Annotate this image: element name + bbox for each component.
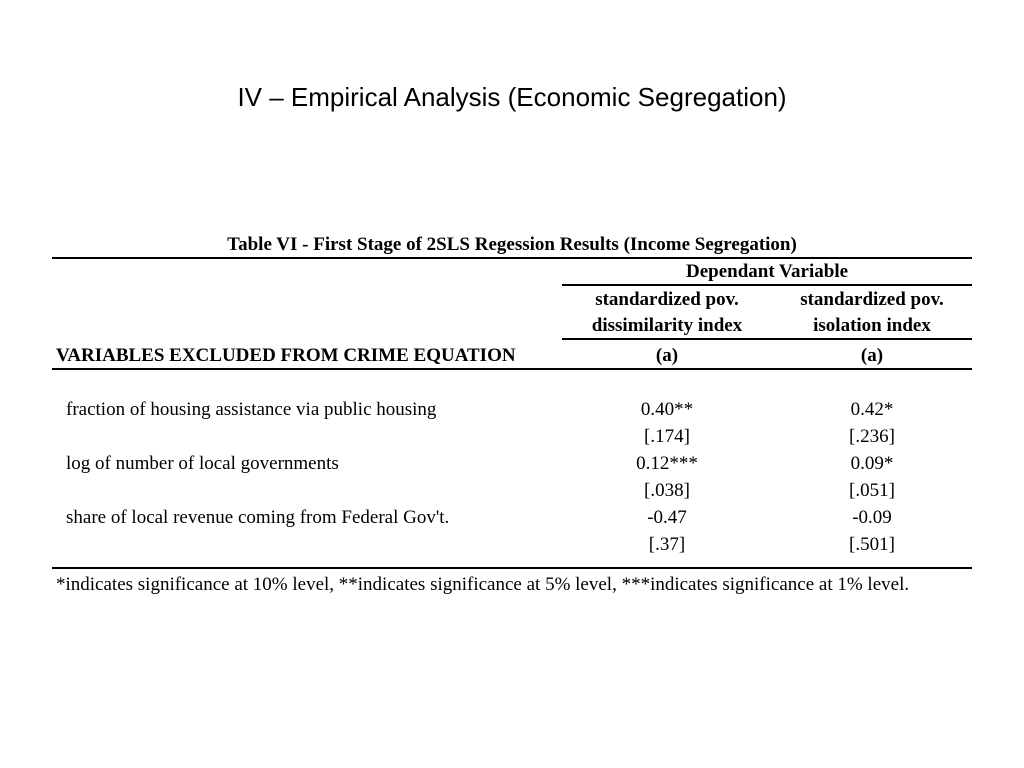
table-title: Table VI - First Stage of 2SLS Regession Results (Income Segregation) — [227, 234, 797, 255]
row-header: VARIABLES EXCLUDED FROM CRIME EQUATION — [56, 345, 516, 366]
table-row-label: share of local revenue coming from Federal Gov't. — [66, 507, 450, 528]
column-a-header-line2: dissimilarity index — [591, 315, 743, 336]
column-b-header-line2: isolation index — [813, 315, 931, 336]
table-bottom-rule — [52, 567, 972, 569]
table-cell-se: [.051] — [849, 480, 895, 501]
table-row-label: fraction of housing assistance via public housing — [66, 399, 437, 420]
table-cell-se: [.37] — [648, 534, 686, 555]
table-cell-se: [.236] — [849, 426, 895, 447]
table-cell-coef: -0.09 — [852, 507, 892, 528]
table-cell-se: [.038] — [644, 480, 690, 501]
table-cell-coef: 0.12*** — [636, 453, 698, 474]
column-b-header-line1: standardized pov. — [800, 289, 944, 310]
column-b-tag: (a) — [860, 345, 884, 366]
table-cell-coef: 0.40** — [640, 399, 694, 420]
group-header: Dependant Variable — [685, 261, 849, 282]
table-row-label: log of number of local governments — [66, 453, 339, 474]
table-cell-coef: 0.42* — [850, 399, 894, 420]
table-cell-se: [.174] — [644, 426, 690, 447]
column-a-tag: (a) — [655, 345, 679, 366]
table-footnote: *indicates significance at 10% level, **indicates significance at 5% level, ***indicates significance at 1% level. — [56, 574, 910, 595]
column-a-header-line1: standardized pov. — [595, 289, 739, 310]
table-cell-coef: -0.47 — [647, 507, 687, 528]
slide-title: IV – Empirical Analysis (Economic Segregation) — [237, 82, 787, 112]
table-cell-se: [.501] — [849, 534, 895, 555]
table-cell-coef: 0.09* — [850, 453, 894, 474]
